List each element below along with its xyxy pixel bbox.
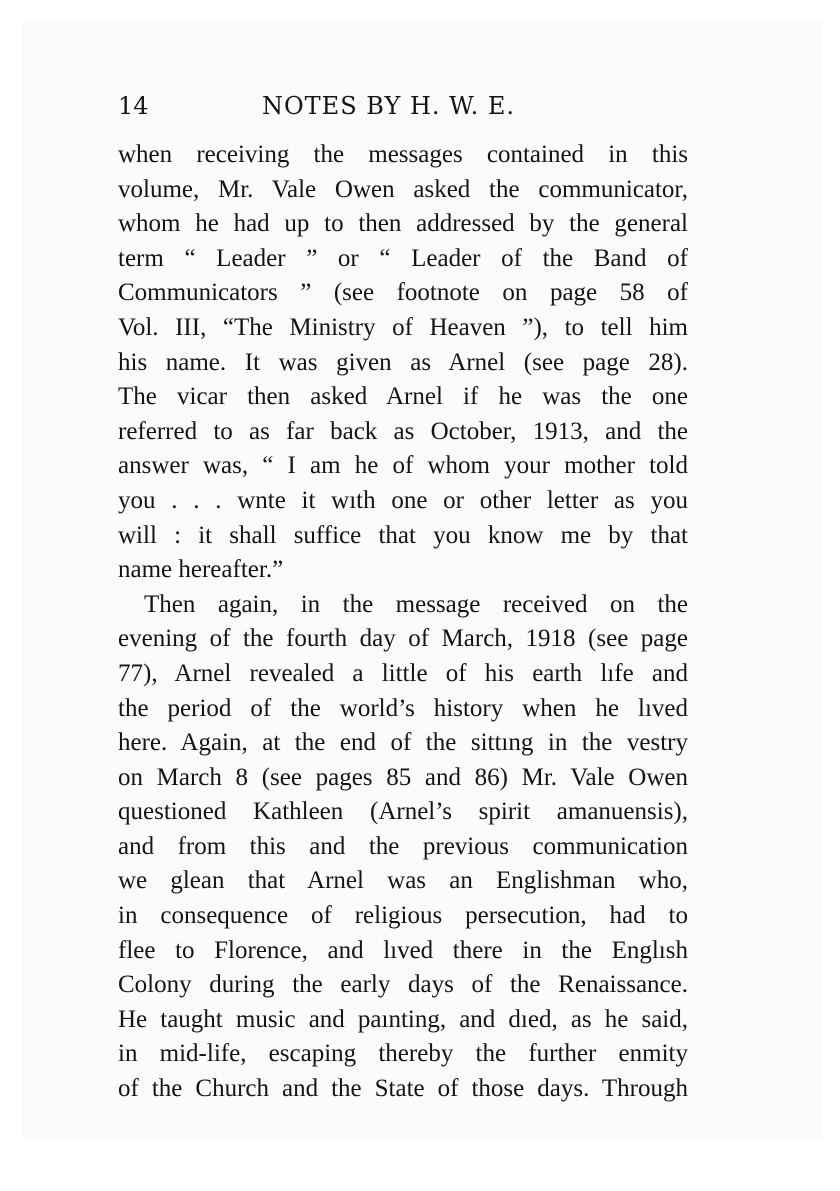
text-line: will : it shall suffice that you know me by that	[118, 521, 688, 549]
text-line: when receiving the messages contained in this	[118, 141, 688, 168]
text-line: here. Again, at the end of the sittıng in the vestry	[118, 729, 688, 757]
paragraph-2	[118, 588, 688, 1107]
page-number: 14	[118, 92, 149, 120]
running-title: NOTES BY H. W. E.	[262, 92, 516, 120]
text-line: and from this and the previous communication	[118, 832, 688, 860]
text-line: his name. It was given as Arnel (see page 28).	[118, 348, 688, 376]
text-line: Then again, in the message received on the	[144, 590, 688, 618]
text-line: we glean that Arnel was an Englishman who,	[118, 867, 688, 895]
text-line: questioned Kathleen (Arnel’s spirit amanuensis),	[118, 798, 688, 826]
text-line: the period of the world’s history when he lıved	[118, 694, 688, 722]
paragraph-1	[118, 138, 688, 588]
text-line: you . . . wnte it wıth one or other letter as you	[118, 486, 688, 514]
text-line: evening of the fourth day of March, 1918 (see page	[118, 625, 688, 653]
text-line: whom he had up to then addressed by the general	[118, 210, 688, 238]
text-line: Vol. III, “The Ministry of Heaven ”), to tell him	[118, 313, 688, 341]
text-line: on March 8 (see pages 85 and 86) Mr. Vale Owen	[118, 763, 688, 791]
text-line: of the Church and the State of those days. Through	[118, 1075, 688, 1103]
body-text	[118, 138, 688, 1107]
text-line: He taught music and paınting, and dıed, as he said,	[118, 1005, 688, 1033]
text-line: answer was, “ I am he of whom your mother told	[118, 452, 688, 480]
text-line: term “ Leader ” or “ Leader of the Band of	[118, 244, 688, 272]
text-line: name hereafter.”	[118, 556, 284, 584]
text-line: Communicators ” (see footnote on page 58 of	[118, 279, 688, 307]
text-line: The vicar then asked Arnel if he was the one	[118, 383, 688, 411]
text-line: volume, Mr. Vale Owen asked the communicator,	[118, 175, 688, 203]
text-line: in mid-life, escaping thereby the further enmity	[118, 1040, 688, 1068]
text-line: 77), Arnel revealed a little of his earth lıfe and	[118, 659, 688, 687]
text-line: in consequence of religious persecution, had to	[118, 902, 688, 930]
text-line: flee to Florence, and lıved there in the Englısh	[118, 936, 688, 964]
text-line: Colony during the early days of the Renaissance.	[118, 971, 688, 999]
running-head	[118, 92, 688, 122]
text-line: referred to as far back as October, 1913, and the	[118, 417, 688, 445]
